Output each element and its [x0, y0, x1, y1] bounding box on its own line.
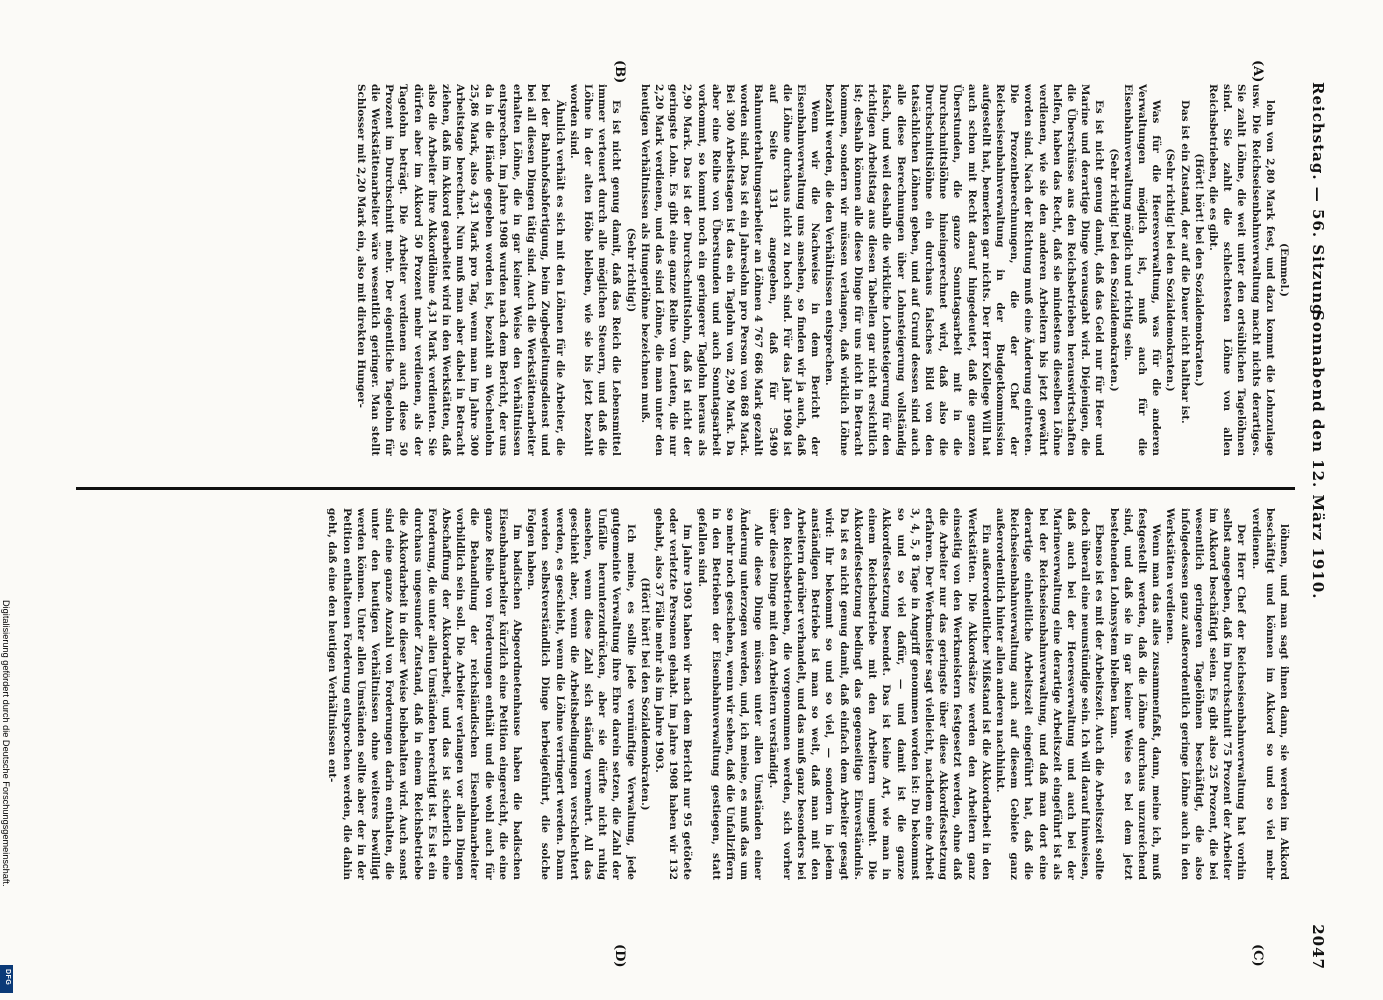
speaker-name: (Emmel.) [1278, 243, 1290, 297]
paragraph: Ein außerordentlicher Mißstand ist die Akkordarbeit in den Werkstätten. Die Akkordsätze werden den Arbeitern ganz einseitig von den Werkmeistern festgesetzt werden, ohne daß die Arbeiter nur das geringste über diese Akkordfestsetzung erfahren. Der Werkmeister sagt vielleicht, nachdem eine Arbeit 3, 4, 5, 8 Tage in Angriff genommen worden ist: Du bekommst so und so viel dafür, — und damit ist die ganze Akkordfestsetzung beendet. Das ist keine Art, wie man in einem Reichsbetriebe mit den Arbeitern umgeht. Die Akkordfestsetzung bedingt das gegenseitige Einverständnis. Da ist es nicht genug damit, daß einfach dem Arbeiter gesagt wird: Ihr bekommt so und so viel, — sondern in jedem anständigen Betriebe ist man so weit, daß man mit den Arbeitern darüber verhandelt, und das muß ganz besonders bei den Reichsbetrieben, die vorgenommen werden, sich vorher über diese Dinge mit den Arbeitern verständigt. [766, 508, 992, 880]
page-number: 2047 [1309, 924, 1327, 970]
paragraph: Was für die Heeresverwaltung, was für die anderen Verwaltungen möglich ist, muß auch für die Eisenbahnverwaltung möglich und richtig sein. [1121, 84, 1163, 456]
paragraph: Der Herr Chef der Reichseisenbahnverwaltung hat vorhin selbst angegeben, daß im Durchschnitt 75 Prozent der Arbeiter im Akkord beschäftigt seien. Es gibt also 25 Prozent, die bei wesentlich geringeren Tagelöhnen beschäftigt, die also infolgedessen ganz außerordentlich geringe Löhne auch in den Werkstätten verdienen. [1164, 508, 1248, 880]
credit-text: Digitalisierung gefördert durch die Deutsche Forschungsgemeinschaft. [1, 600, 11, 887]
paragraph: Ich meine, es sollte jede vernünftige Verwaltung, jede gutgemeinte Verwaltung ihre Ehre darein setzen, die Zahl der Unfälle herunterzudrücken, aber sie dürfte nicht ruhig ansehen, wenn diese Zahl sich ständig vermehrt. All das geschieht aber, wenn die Arbeitsbedingungen verschlechtert werden, es geschieht, wenn die Löhne verringert werden. Dann werden selbstverständlich Dinge herbeigeführt, die solche Folgen haben. [525, 508, 637, 880]
page-header [1303, 50, 1327, 970]
paragraph: Ähnlich verhält es sich mit den Löhnen für die Arbeiter, die bei der Bahnhofsabfertigung, beim Zugbegleitungsdienst und bei all diesen Dingen tätig sind. Auch die Werkstättenarbeiter erhalten Löhne, die in gar keiner Weise den Verhältnissen entsprechen. Im Jahre 1908 wurden nach dem Bericht, der uns da in die Hände gegeben worden ist, bezahlt an Wochenlohn 25,86 Mark, also 4,31 Mark pro Tag, wenn man im Jahre 300 Arbeitstage berechnet. Nun muß man aber dabei in Betracht ziehen, daß im Akkord gearbeitet wird in den Werkstätten, daß also die Arbeiter ihre Akkordlöhne 4,31 Mark verdienten. Sie dürfen aber im Akkord 50 Prozent mehr verdienen, als der Tagelohn beträgt. Die Arbeiter verdienen auch diese 50 Prozent im Durchschnitt mehr. Der eigentliche Tagelohn für die Werkstättenarbeiter wäre wesentlich geringer. Man stellt Schlosser mit 2,20 Mark ein, also mit direkten Hunger- [354, 84, 566, 456]
paragraph: lohn von 2,80 Mark fest, und dazu kommt die Lohnzulage usw. Die Reichseisenbahnverwaltung macht nichts derartiges. Sie zahlt Löhne, die weit unter den ortsüblichen Tagelöhnen sind. Sie zahlt die schlechtesten Löhne von allen Reichsbetrieben, die es gibt. [1206, 84, 1276, 456]
digitization-credit [0, 600, 12, 1000]
dfg-logo [0, 965, 13, 993]
right-text-column [80, 508, 1291, 880]
paragraph: Im Jahre 1903 haben wir nach dem Bericht nur 95 getötete oder verletzte Personen gehabt. Im Jahre 1908 haben wir 132 gehabt, also 37 Fälle mehr als im Jahre 1903. [653, 508, 694, 880]
left-text-column [80, 84, 1291, 456]
margin-marker-a: (A) [1250, 60, 1265, 83]
header-session: Reichstag. — 56. Sitzung. [1309, 82, 1327, 322]
margin-marker-d: (D) [612, 944, 627, 968]
paragraph: Alle diese Dinge müssen unter allen Umständen einer Änderung unterzogen werden, und, ich meine, es muß das um so mehr noch geschehen, wenn wir sehen, daß die Unfallziffern in den Betrieben der Eisenbahnverwaltung gestiegen, statt gefallen sind. [695, 508, 765, 880]
paragraph: Es ist nicht genug damit, daß das Geld nur für Heer und Marine und derartige Dinge verausgabt wird. Diejenigen, die die Überschüsse aus den Reichsbetrieben herauswirtschaften helfen, haben das Recht, daß sie mindestens dieselben Löhne verdienen, wie sie den anderen Arbeitern bis jetzt gewährt worden sind. Nach der Richtung muß eine Änderung eintreten. Die Prozentberechnungen, die der Chef der Reichseisenbahnverwaltung in der Budgetkommission aufgestellt hat, bemerken gar nichts. Der Herr Kollege Will hat auch schon mit Recht darauf hingedeutet, daß die ganzen Überstunden, die ganze Sonntagsarbeit mit in die Durchschnittslöhne hineingerechnet wird, daß also die Durchschnittslöhne ein durchaus falsches Bild von den tatsächlichen Löhnen geben, und auf Grund dessen sind auch alle diese Berechnungen über Lohnsteigerung vollständig falsch, und weil deshalb die wirkliche Lohnsteigerung für den richtigen Arbeitstag aus diesen Tabellen gar nicht ersichtlich ist; deshalb können alle diese Dinge für uns nicht in Betracht kommen, sondern wir müssen verlangen, daß wirklich Löhne bezahlt werden, die den Verhältnissen entsprechen. [823, 84, 1106, 456]
paragraph: Wenn man das alles zusammenfaßt, dann, meine ich, muß festgestellt werden, daß die Löhne durchaus unzureichend sind, und daß sie in gar keiner Weise es bei dem jetzt bestehenden Lohnsystem bleiben kann. [1107, 508, 1163, 880]
interjection: (Hört! hört! bei den Sozialdemokraten.) [638, 577, 651, 811]
header-date: Sonnabend den 12. März 1910. [1309, 310, 1327, 600]
margin-marker-b: (B) [612, 60, 627, 84]
paragraph: Wenn wir die Nachweise in dem Bericht der Eisenbahnverwaltung uns ansehen, so finden wir ja auch, daß die Löhne durchaus nicht zu hoch sind. Für das Jahr 1908 ist auf Seite 131 angegeben, daß für 5490 Bahnunterhaltungsarbeiter an Löhnen 4 767 686 Mark gezahlt worden sind. Das ist ein Jahreslohn pro Person von 868 Mark. Bei 300 Arbeitstagen ist das ein Taglohn von 2,90 Mark. Da aber eine Reihe von Überstunden und auch Sonntagsarbeit vorkommt, so kommt noch ein geringerer Taglohn heraus als 2,90 Mark. Das ist der Durchschnittslohn, daß ist nicht der geringste Lohn. Es gibt eine ganze Reihe von Leuten, die nur 2,20 Mark verdienen, und das sind Löhne, die man unter den heutigen Verhältnissen als Hungerlöhne bezeichnen muß. [638, 84, 822, 456]
margin-marker-c: (C) [1250, 944, 1265, 967]
column-divider [76, 487, 1295, 490]
paragraph: Es ist nicht genug damit, daß das Reich die Lebensmittel immer verteuert durch alle möglichen Steuern, und daß die Löhne in der alten Höhe bleiben, wie sie bis jetzt bezahlt worden sind. [567, 84, 623, 456]
paragraph: Das ist ein Zustand, der auf die Dauer nicht haltbar ist. [1178, 100, 1191, 424]
interjection: (Hört! hört! bei den Sozialdemokraten.) [1192, 153, 1205, 387]
interjection: (Sehr richtig! bei den Sozialdemokraten.) [1164, 148, 1177, 392]
dfg-logo-text: DFG [4, 969, 11, 986]
paragraph: löhnen, und man sagt ihnen dann, sie werden im Akkord beschäftigt und können im Akkord so und so viel mehr verdienen. [1249, 508, 1290, 880]
paragraph: Ebenso ist es mit der Arbeitszeit. Auch die Arbeitszeit sollte doch überall eine neunstündige sein. Ich will darauf hinweisen, daß auch bei der Heeresverwaltung und auch bei der Marineverwaltung eine derartige Arbeitszeit eingeführt ist als bei der Reichseisenbahnverwaltung, und daß man dort eine derartige einheitliche Arbeitszeit eingeführt hat, daß die Reichseisenbahnverwaltung auch auf diesem Gebiete ganz außerordentlich hinter allen anderen nachhinkt. [993, 508, 1106, 880]
interjection: (Sehr richtig!) [624, 227, 637, 313]
paragraph: Im badischen Abgeordnetenhause haben die badischen Eisenbahnarbeiter kürzlich eine Petition eingereicht, die eine ganze Reihe von Forderungen enthält und die wohl auch für die Behandlung der reichsländischen Eisenbahnarbeiter vorbildlich sein soll. Die Arbeiter verlangen vor allen Dingen Abschaffung der Akkordarbeit, und das ist sicherlich eine Forderung, die unter allen Umständen berechtigt ist. Es ist ein durchaus ungesunder Zustand, daß in einem Reichsbetriebe die Akkordarbeit in dieser Weise beibehalten wird. Auch sonst sind eine ganze Anzahl von Forderungen darin enthalten, die unter den heutigen Verhältnissen ohne weiteres bewilligt werden können. Unter allen Umständen sollte aber der in der Petition enthaltenen Forderung entsprochen werden, die dahin geht, daß eine den heutigen Verhältnissen ent- [326, 508, 524, 880]
interjection: (Sehr richtig! bei den Sozialdemokraten.) [1107, 148, 1120, 392]
